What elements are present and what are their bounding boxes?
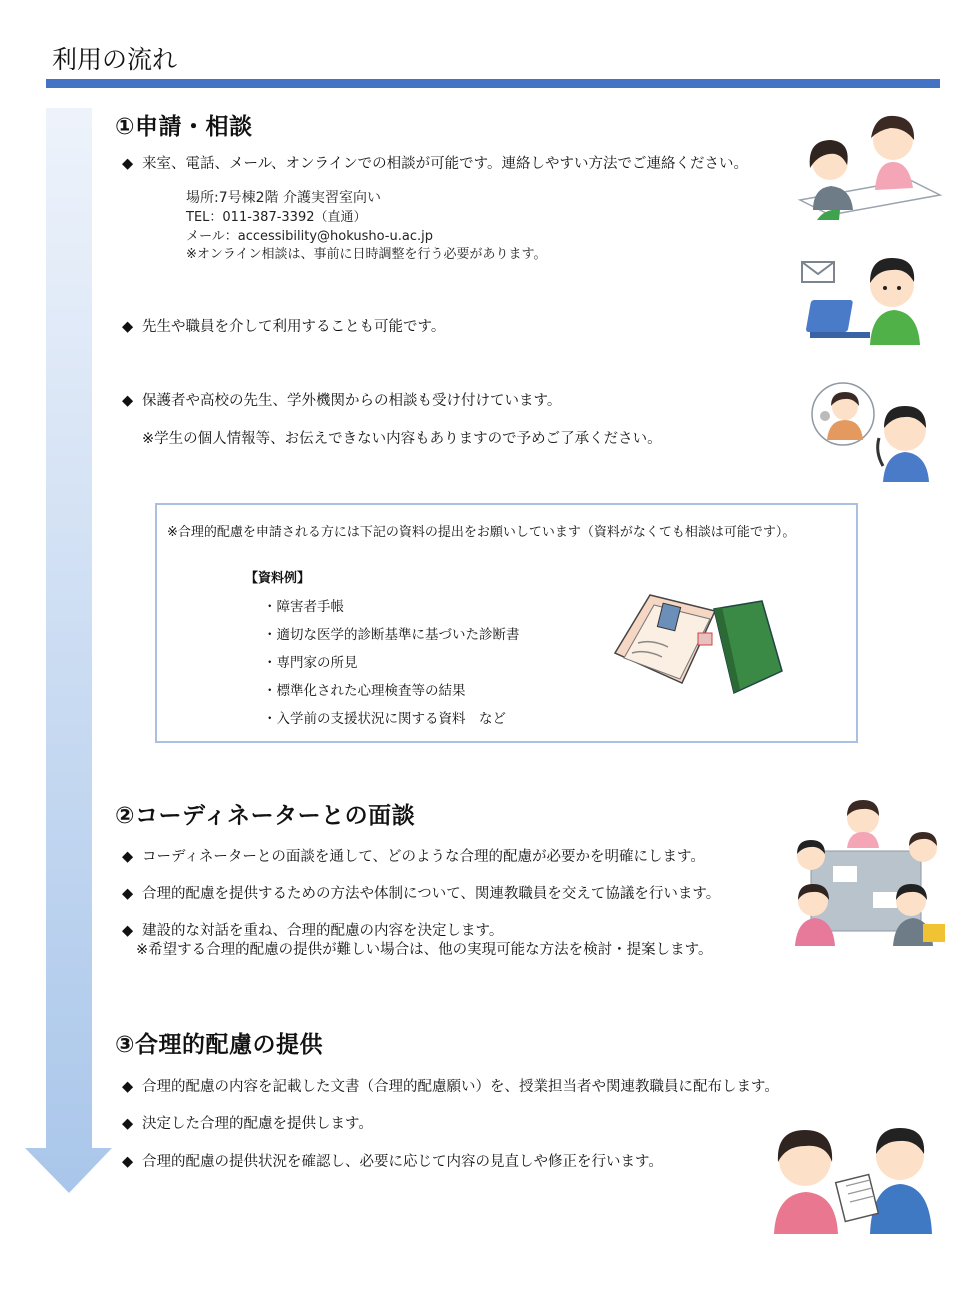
- section3-bullet-3: ◆ 合理的配慮の提供状況を確認し、必要に応じて内容の見直しや修正を行います。: [122, 1154, 663, 1170]
- section2-bullet-2: ◆ 合理的配慮を提供するための方法や体制について、関連教職員を交えて協議を行います。: [122, 886, 721, 902]
- title-rule: [46, 79, 940, 88]
- documents-item: ・入学前の支援状況に関する資料 など: [263, 711, 506, 727]
- section3-bullet-1: ◆ 合理的配慮の内容を記載した文書（合理的配慮願い）を、授業担当者や関連教職員に配布します。: [122, 1079, 779, 1095]
- section2-bullet-1: ◆ コーディネーターとの面談を通して、どのような合理的配慮が必要かを明確にします。: [122, 849, 705, 865]
- section2-bullet-3: ◆ 建設的な対話を重ね、合理的配慮の内容を決定します。: [122, 923, 504, 939]
- documents-item: ・専門家の所見: [263, 655, 358, 671]
- section2-heading: ②コーディネーターとの面談: [115, 803, 416, 829]
- diamond-bullet-icon: ◆: [122, 156, 134, 172]
- diamond-bullet-icon: ◆: [122, 393, 134, 409]
- diamond-bullet-icon: ◆: [122, 1116, 134, 1132]
- diamond-bullet-icon: ◆: [122, 923, 134, 939]
- section1-bullet-2: ◆ 先生や職員を介して利用することも可能です。: [122, 319, 446, 335]
- section3-heading: ③合理的配慮の提供: [115, 1032, 323, 1058]
- documents-heading: 【資料例】: [245, 571, 311, 586]
- section1-bullet-1: ◆ 来室、電話、メール、オンラインでの相談が可能です。連絡しやすい方法でご連絡ください。: [122, 156, 748, 172]
- diamond-bullet-icon: ◆: [122, 1154, 134, 1170]
- online-consultation-illustration: [800, 250, 925, 350]
- page-title: 利用の流れ: [52, 45, 178, 74]
- diamond-bullet-icon: ◆: [122, 849, 134, 865]
- documents-note: ※合理的配慮を申請される方には下記の資料の提出をお願いしています（資料がなくても相談は可能です）。: [167, 525, 796, 540]
- documents-item: ・障害者手帳: [263, 599, 344, 615]
- phone-consultation-illustration: [805, 382, 935, 482]
- section1-heading: ①申請・相談: [115, 114, 253, 140]
- section3-bullet-2: ◆ 決定した合理的配慮を提供します。: [122, 1116, 373, 1132]
- contact-place: 場所:7号棟2階 介護実習室向い: [186, 190, 381, 206]
- diamond-bullet-icon: ◆: [122, 886, 134, 902]
- contact-tel: TEL：011-387-3392（直通）: [186, 210, 367, 225]
- diamond-bullet-icon: ◆: [122, 319, 134, 335]
- contact-online-note: ※オンライン相談は、事前に日時調整を行う必要があります。: [186, 247, 547, 262]
- documents-item: ・適切な医学的診断基準に基づいた診断書: [263, 627, 520, 643]
- consultation-illustration: [795, 110, 945, 220]
- diamond-bullet-icon: ◆: [122, 1079, 134, 1095]
- section1-bullet-3: ◆ 保護者や高校の先生、学外機関からの相談も受け付けています。: [122, 393, 562, 409]
- meeting-illustration: [783, 796, 948, 951]
- flow-arrow: [20, 108, 120, 1198]
- section1-bullet-3-note: ※学生の個人情報等、お伝えできない内容もありますので予めご了承ください。: [142, 431, 662, 447]
- section2-bullet-3-note: ※希望する合理的配慮の提供が難しい場合は、他の実現可能な方法を検討・提案します。: [136, 942, 713, 958]
- documents-item: ・標準化された心理検査等の結果: [263, 683, 466, 699]
- provision-illustration: [770, 1122, 940, 1234]
- documents-illustration: [610, 583, 790, 698]
- contact-mail: メール：accessibility@hokusho-u.ac.jp: [186, 229, 433, 244]
